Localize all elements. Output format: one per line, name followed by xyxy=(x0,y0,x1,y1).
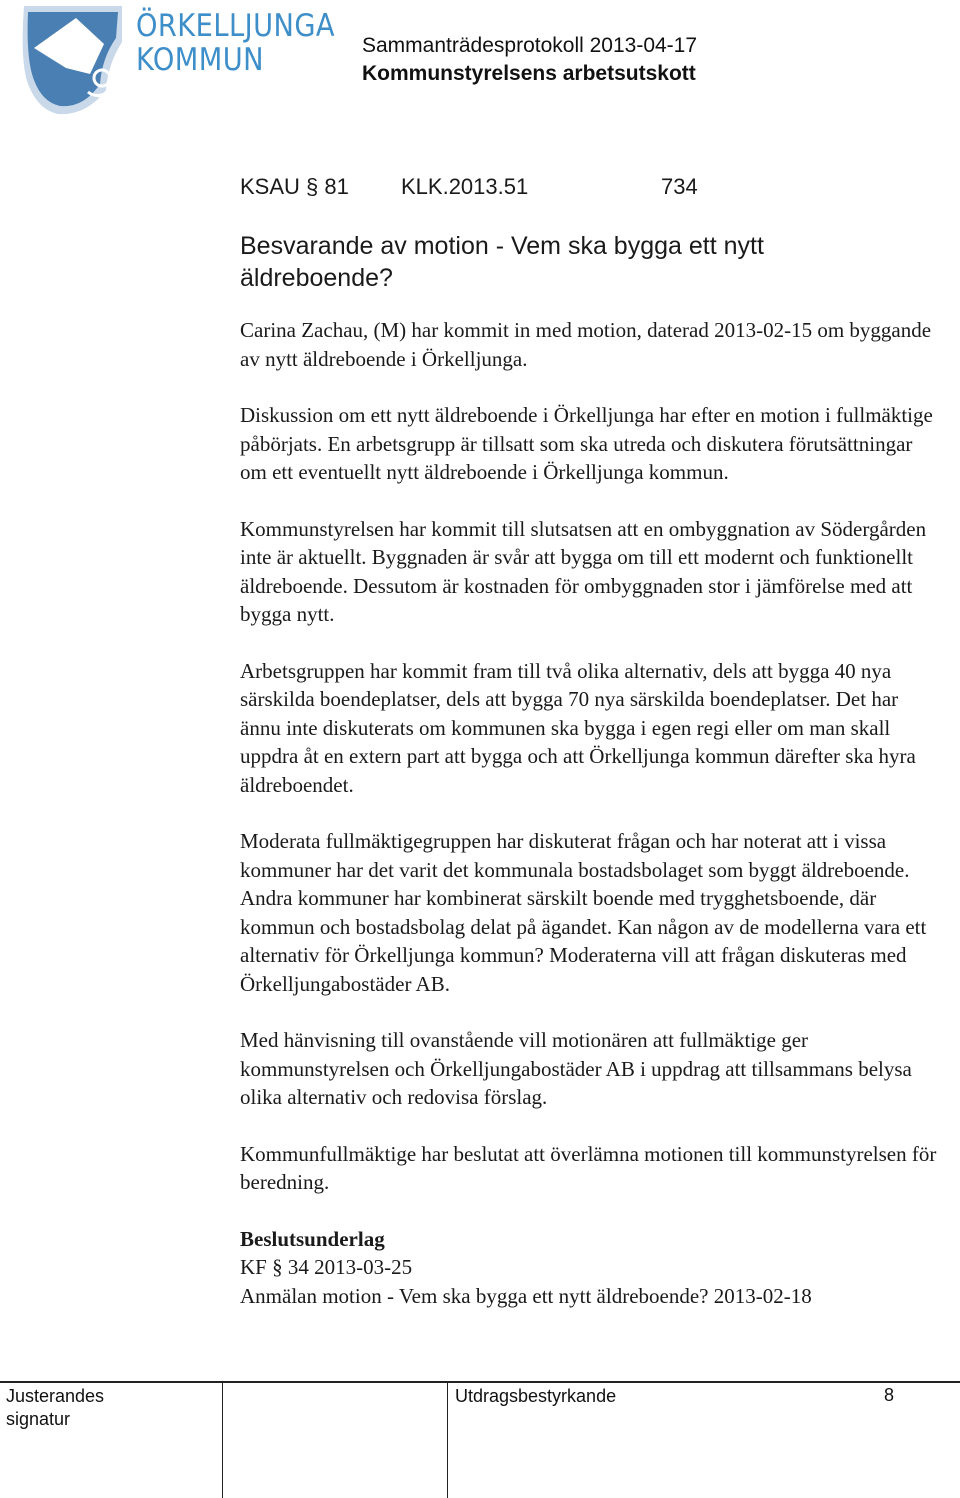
logo-text-line2: KOMMUN xyxy=(136,42,264,78)
paragraph: Med hänvisning till ovanstående vill motionären att fullmäktige ger kommunstyrelsen och Örkelljungabostäder AB i uppdrag att tillsammans belysa olika alternativ och redovisa förslag. xyxy=(240,1028,912,1109)
committee-name: Kommunstyrelsens arbetsutskott xyxy=(362,62,696,85)
klk-reference: KLK.2013.51 xyxy=(401,174,529,199)
signature-label-line2: signatur xyxy=(6,1409,71,1429)
footer-column-divider xyxy=(447,1381,448,1498)
case-title: Besvarande av motion - Vem ska bygga ett nytt äldreboende? xyxy=(240,232,764,292)
municipality-logo xyxy=(18,4,336,114)
paragraph: Carina Zachau, (M) har kommit in med motion, daterad 2013-02-15 om byggande av nytt äldreboende i Örkelljunga. xyxy=(240,318,932,371)
logo-text-line1: ÖRKELLJUNGA xyxy=(136,8,336,44)
paragraph: Arbetsgruppen har kommit fram till två olika alternativ, dels att bygga 40 nya särskilda boendeplatser, dels att bygga 70 nya särskilda boendeplatser. Det har ännu inte diskuterats om kommunen ska bygga i egen regi eller om man skall uppdra åt en extern part att bygga och att Örkelljunga kommun därefter ska hyra äldreboendet. xyxy=(240,658,916,797)
basis-item: KF § 34 2013-03-25 xyxy=(240,1255,413,1279)
paragraph: Moderata fullmäktigegruppen har diskuterat frågan och har noterat att i vissa kommuner har det varit det kommunala bostadsbolaget som byggt äldreboende. Andra kommuner har kombinerat särskilt boende med trygghetsboende, där kommun och bostadsbolag delat på ägandet. Kan någon av de modellerna vara ett alternativ för Örkelljunga kommun? Moderaterna vill att frågan diskuteras med Örkelljungabostäder AB. xyxy=(240,829,927,996)
footer-column-divider xyxy=(222,1381,223,1498)
protocol-title: Sammanträdesprotokoll 2013-04-17 xyxy=(362,34,698,57)
municipality-crest-icon xyxy=(18,4,130,116)
paragraph: Diskussion om ett nytt äldreboende i Örkelljunga har efter en motion i fullmäktige påbörjats. En arbetsgrupp är tillsatt som ska utreda och diskutera förutsättningar om ett eventuellt nytt äldreboende i Örkelljunga kommun. xyxy=(240,403,933,484)
extract-certification-label: Utdragsbestyrkande xyxy=(455,1386,617,1406)
ksau-reference: KSAU § 81 xyxy=(240,174,349,199)
basis-item: Anmälan motion - Vem ska bygga ett nytt äldreboende? 2013-02-18 xyxy=(240,1283,812,1308)
signature-label-line1: Justerandes xyxy=(6,1386,105,1406)
footer-divider xyxy=(0,1381,960,1383)
paragraph: Kommunfullmäktige har beslutat att överlämna motionen till kommunstyrelsen för beredning. xyxy=(240,1141,937,1194)
case-reference xyxy=(240,174,940,202)
basis-heading: Beslutsunderlag xyxy=(240,1226,385,1251)
page-number: 8 xyxy=(884,1385,895,1405)
page-footer xyxy=(0,1381,960,1498)
paragraph: Kommunstyrelsen har kommit till slutsatsen att en ombyggnation av Södergården inte är aktuellt. Byggnaden är svår att bygga om till ett modernt och funktionellt äldreboende. Dessutom är kostnaden för ombyggnaden stor i jämförelse med att bygga nytt. xyxy=(240,516,927,626)
document-body xyxy=(240,174,940,1310)
reference-number: 734 xyxy=(661,174,698,199)
